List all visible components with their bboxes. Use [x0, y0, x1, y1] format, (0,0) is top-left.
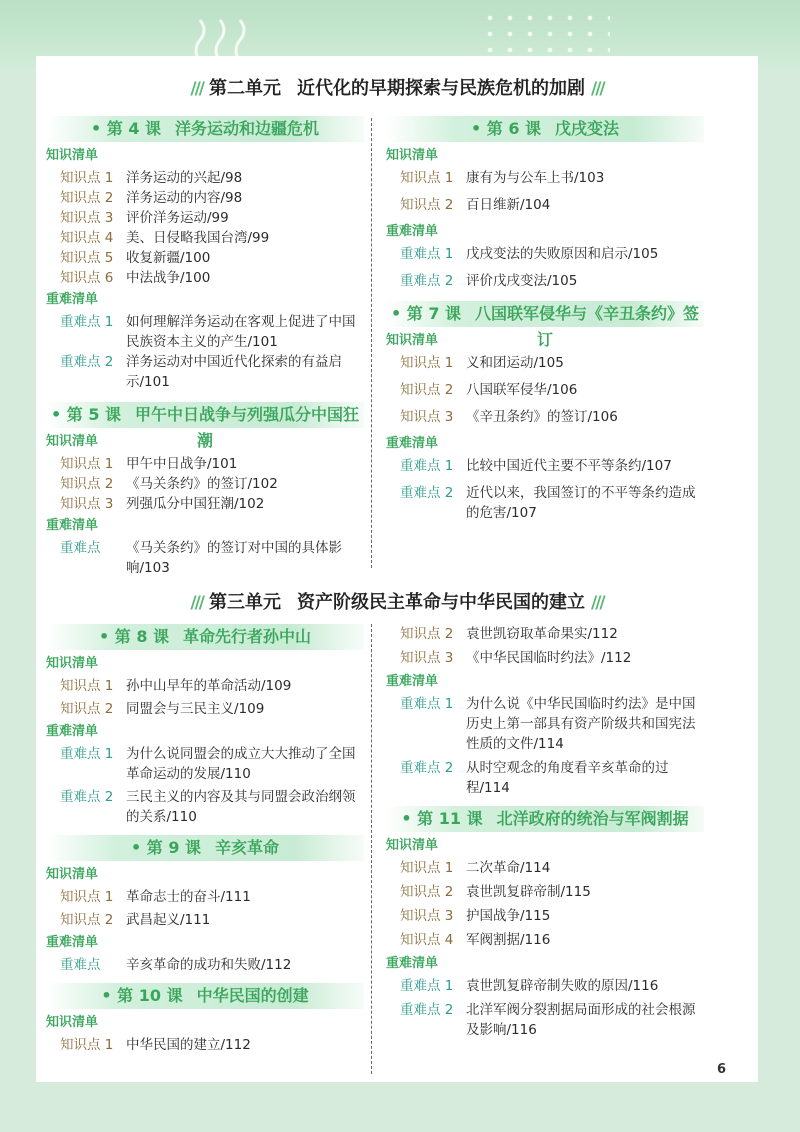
knowledge-point-text: 《辛丑条约》的签订/106 [466, 409, 618, 425]
bullet-icon: • [50, 405, 67, 424]
unit2-right-column [386, 116, 704, 530]
key-point-row [46, 744, 364, 784]
knowledge-point-row [386, 195, 704, 215]
lesson-name: 革命先行者孙中山 [183, 627, 312, 646]
bullet-icon: • [101, 986, 118, 1005]
key-point-text: 洋务运动对中国近代化探索的有益启示/101 [126, 354, 342, 390]
key-point-text: 近代以来，我国签订的不平等条约造成的危害/107 [466, 485, 696, 521]
key-point-row [46, 787, 364, 827]
column-divider [371, 118, 372, 568]
lesson-number: 第 6 课 [486, 119, 542, 138]
lesson-header [386, 806, 704, 832]
knowledge-point-tag: 知识点 6 [60, 270, 114, 286]
knowledge-point-text: 收复新疆/100 [126, 250, 211, 266]
knowledge-point-tag: 知识点 1 [400, 860, 454, 876]
knowledge-point-text: 评价洋务运动/99 [126, 210, 229, 226]
knowledge-list-header: 知识清单 [386, 148, 439, 163]
key-point-tag: 重难点 [60, 540, 101, 556]
key-point-tag: 重难点 1 [400, 978, 454, 994]
key-point-text: 评价戊戌变法/105 [466, 273, 578, 289]
knowledge-point-tag: 知识点 1 [400, 355, 454, 371]
bullet-icon: • [98, 627, 115, 646]
knowledge-point-row [46, 494, 364, 514]
knowledge-point-tag: 知识点 4 [60, 230, 114, 246]
key-point-tag: 重难点 1 [60, 314, 114, 330]
key-point-row [386, 1000, 704, 1040]
knowledge-point-text: 《中华民国临时约法》/112 [466, 650, 632, 666]
knowledge-point-row [46, 676, 364, 696]
knowledge-list-header: 知识清单 [46, 656, 99, 671]
column-divider-2 [371, 624, 372, 1074]
lesson-name: 辛亥革命 [215, 838, 280, 857]
knowledge-point-tag: 知识点 3 [400, 908, 454, 924]
knowledge-point-text: 军阀割据/116 [466, 932, 551, 948]
key-point-tag: 重难点 2 [400, 760, 454, 776]
key-point-text: 为什么说《中华民国临时约法》是中国历史上第一部具有资产阶级共和国宪法性质的文件/114 [466, 696, 696, 752]
lesson-name: 洋务运动和边疆危机 [175, 119, 320, 138]
knowledge-point-text: 同盟会与三民主义/109 [126, 701, 265, 717]
key-point-tag: 重难点 2 [400, 485, 454, 501]
page-number: 6 [717, 1062, 727, 1077]
key-point-tag: 重难点 2 [400, 273, 454, 289]
knowledge-point-row [386, 882, 704, 902]
knowledge-point-row [46, 910, 364, 930]
knowledge-point-text: 洋务运动的内容/98 [126, 190, 243, 206]
knowledge-point-tag: 知识点 2 [60, 476, 114, 492]
knowledge-point-row [46, 248, 364, 268]
key-point-text: 从时空观念的角度看辛亥革命的过程/114 [466, 760, 669, 796]
lesson-number: 第 7 课 [406, 304, 462, 323]
lesson-header [46, 116, 364, 142]
key-point-row [46, 312, 364, 352]
knowledge-point-tag: 知识点 2 [400, 626, 454, 642]
knowledge-point-row [386, 930, 704, 950]
lesson-number: 第 11 课 [417, 809, 483, 828]
knowledge-point-row [46, 208, 364, 228]
lesson-number: 第 10 课 [117, 986, 183, 1005]
lesson-name: 戊戌变法 [555, 119, 620, 138]
key-point-row [46, 538, 364, 578]
key-point-tag: 重难点 2 [60, 354, 114, 370]
knowledge-point-text: 甲午中日战争/101 [126, 456, 238, 472]
lesson-name: 北洋政府的统治与军阀割据 [496, 809, 689, 828]
key-point-row [46, 352, 364, 392]
knowledge-point-text: 洋务运动的兴起/98 [126, 170, 243, 186]
knowledge-point-row [386, 648, 704, 668]
knowledge-point-row [46, 699, 364, 719]
knowledge-point-tag: 知识点 1 [60, 170, 114, 186]
key-point-text: 北洋军阀分裂割据局面形成的社会根源及影响/116 [466, 1002, 696, 1038]
key-point-text: 戊戌变法的失败原因和启示/105 [466, 246, 659, 262]
key-point-tag: 重难点 1 [400, 458, 454, 474]
key-point-text: 如何理解洋务运动在客观上促进了中国民族资本主义的产生/101 [126, 314, 356, 350]
key-point-row [386, 271, 704, 291]
knowledge-list-header: 知识清单 [46, 434, 99, 449]
key-point-row [386, 483, 704, 523]
knowledge-point-text: 康有为与公车上书/103 [466, 170, 605, 186]
key-point-tag: 重难点 2 [60, 789, 114, 805]
knowledge-point-tag: 知识点 3 [400, 409, 454, 425]
lesson-header [46, 624, 364, 650]
knowledge-point-tag: 知识点 2 [400, 197, 454, 213]
key-point-row [386, 758, 704, 798]
key-point-text: 袁世凯复辟帝制失败的原因/116 [466, 978, 659, 994]
knowledge-point-row [386, 624, 704, 644]
key-point-row [386, 694, 704, 754]
knowledge-list-header: 知识清单 [46, 867, 99, 882]
knowledge-list-header: 知识清单 [46, 148, 99, 163]
knowledge-point-tag: 知识点 2 [400, 382, 454, 398]
key-point-tag: 重难点 1 [400, 246, 454, 262]
knowledge-point-text: 八国联军侵华/106 [466, 382, 578, 398]
knowledge-point-text: 孙中山早年的革命活动/109 [126, 678, 292, 694]
knowledge-point-text: 护国战争/115 [466, 908, 551, 924]
knowledge-point-tag: 知识点 5 [60, 250, 114, 266]
lesson-name: 中华民国的创建 [196, 986, 309, 1005]
bullet-icon: • [130, 838, 147, 857]
knowledge-point-row [46, 188, 364, 208]
knowledge-point-tag: 知识点 3 [60, 210, 114, 226]
unit2-left-column [46, 116, 364, 578]
bullet-icon: • [401, 809, 418, 828]
knowledge-point-text: 中华民国的建立/112 [126, 1037, 251, 1053]
key-point-text: 为什么说同盟会的成立大大推动了全国革命运动的发展/110 [126, 746, 356, 782]
knowledge-point-text: 义和团运动/105 [466, 355, 564, 371]
key-point-tag: 重难点 [60, 957, 101, 973]
knowledge-point-row [386, 168, 704, 188]
knowledge-point-text: 中法战争/100 [126, 270, 211, 286]
lesson-header [46, 835, 364, 861]
key-point-text: 《马关条约》的签订对中国的具体影响/103 [126, 540, 342, 576]
key-point-row [386, 456, 704, 476]
key-list-header: 重难清单 [386, 956, 439, 971]
bullet-icon: • [390, 304, 407, 323]
key-point-text: 辛亥革命的成功和失败/112 [126, 957, 292, 973]
lesson-header [46, 983, 364, 1009]
knowledge-point-row [386, 353, 704, 373]
lesson-number: 第 5 课 [66, 405, 122, 424]
knowledge-point-row [46, 1035, 364, 1055]
knowledge-point-tag: 知识点 2 [60, 701, 114, 717]
unit2-title: /// 第二单元 近代化的早期探索与民族危机的加剧 /// [190, 78, 604, 99]
knowledge-point-row [46, 887, 364, 907]
unit3-title: /// 第三单元 资产阶级民主革命与中华民国的建立 /// [190, 592, 604, 613]
knowledge-point-text: 袁世凯复辟帝制/115 [466, 884, 591, 900]
knowledge-list-header: 知识清单 [386, 838, 439, 853]
key-list-header: 重难清单 [386, 674, 439, 689]
knowledge-point-text: 美、日侵略我国台湾/99 [126, 230, 270, 246]
lesson-header [386, 116, 704, 142]
unit3-left-column [46, 624, 364, 1058]
decorative-dots [480, 10, 610, 60]
bullet-icon: • [90, 119, 107, 138]
knowledge-point-row [46, 228, 364, 248]
key-list-header: 重难清单 [46, 292, 99, 307]
lesson-number: 第 9 课 [146, 838, 202, 857]
knowledge-list-header: 知识清单 [46, 1015, 99, 1030]
bullet-icon: • [470, 119, 487, 138]
key-list-header: 重难清单 [386, 436, 439, 451]
key-point-row [386, 976, 704, 996]
knowledge-point-row [46, 454, 364, 474]
knowledge-point-text: 武昌起义/111 [126, 912, 211, 928]
knowledge-point-row [46, 474, 364, 494]
knowledge-point-tag: 知识点 1 [60, 456, 114, 472]
knowledge-point-tag: 知识点 2 [400, 884, 454, 900]
lesson-name: 八国联军侵华与《辛丑条约》签订 [475, 304, 700, 349]
knowledge-point-tag: 知识点 1 [60, 1037, 114, 1053]
knowledge-list-header: 知识清单 [386, 333, 439, 348]
key-list-header: 重难清单 [386, 224, 439, 239]
knowledge-point-row [386, 906, 704, 926]
lesson-number: 第 8 课 [114, 627, 170, 646]
knowledge-point-tag: 知识点 2 [60, 912, 114, 928]
knowledge-point-text: 列强瓜分中国狂潮/102 [126, 496, 265, 512]
knowledge-point-tag: 知识点 3 [60, 496, 114, 512]
knowledge-point-tag: 知识点 1 [60, 678, 114, 694]
knowledge-point-text: 革命志士的奋斗/111 [126, 889, 251, 905]
key-point-row [386, 244, 704, 264]
knowledge-point-text: 《马关条约》的签订/102 [126, 476, 278, 492]
knowledge-point-tag: 知识点 3 [400, 650, 454, 666]
key-list-header: 重难清单 [46, 518, 99, 533]
knowledge-point-text: 百日维新/104 [466, 197, 551, 213]
knowledge-point-row [386, 380, 704, 400]
key-point-text: 三民主义的内容及其与同盟会政治纲领的关系/110 [126, 789, 356, 825]
knowledge-point-tag: 知识点 4 [400, 932, 454, 948]
knowledge-point-row [386, 407, 704, 427]
knowledge-point-row [46, 268, 364, 288]
knowledge-point-text: 袁世凯窃取革命果实/112 [466, 626, 618, 642]
key-point-row [46, 955, 364, 975]
unit3-right-column [386, 624, 704, 1044]
lesson-number: 第 4 课 [106, 119, 162, 138]
key-point-tag: 重难点 2 [400, 1002, 454, 1018]
knowledge-point-text: 二次革命/114 [466, 860, 551, 876]
key-point-tag: 重难点 1 [60, 746, 114, 762]
knowledge-point-tag: 知识点 1 [400, 170, 454, 186]
knowledge-point-row [386, 858, 704, 878]
key-list-header: 重难清单 [46, 935, 99, 950]
key-list-header: 重难清单 [46, 724, 99, 739]
key-point-text: 比较中国近代主要不平等条约/107 [466, 458, 672, 474]
knowledge-point-row [46, 168, 364, 188]
lesson-name: 甲午中日战争与列强瓜分中国狂潮 [135, 405, 360, 450]
knowledge-point-tag: 知识点 1 [60, 889, 114, 905]
key-point-tag: 重难点 1 [400, 696, 454, 712]
knowledge-point-tag: 知识点 2 [60, 190, 114, 206]
